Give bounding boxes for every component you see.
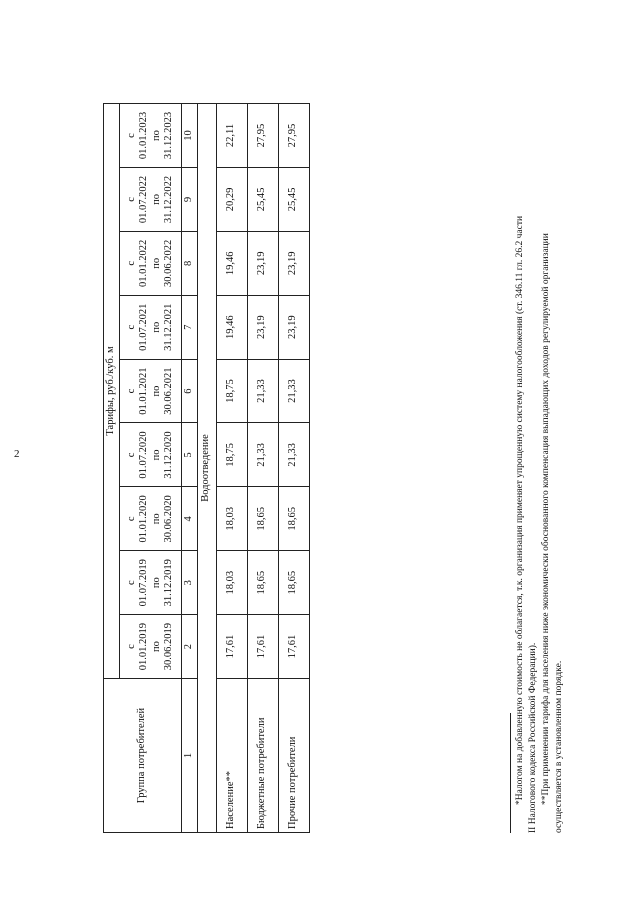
period-header bbox=[120, 423, 182, 487]
tariff-value: 19,46 bbox=[216, 295, 247, 359]
page-number: 2 bbox=[14, 448, 20, 460]
tariff-value: 17,61 bbox=[216, 615, 247, 679]
tariff-value: 18,75 bbox=[216, 423, 247, 487]
period-line: по bbox=[150, 449, 162, 461]
tariff-table bbox=[103, 103, 310, 833]
period-line: с bbox=[125, 516, 137, 522]
period-line: 30.06.2022 bbox=[163, 239, 174, 287]
footnote-separator bbox=[510, 713, 511, 833]
consumer-group-name: Прочие потребители bbox=[278, 679, 309, 833]
period-header bbox=[120, 359, 182, 423]
tariff-value: 21,33 bbox=[247, 359, 278, 423]
rotated-page-content bbox=[40, 58, 600, 878]
period-line: 01.01.2022 bbox=[138, 239, 149, 287]
tariff-value: 25,45 bbox=[247, 168, 278, 232]
period-line: по bbox=[150, 321, 162, 333]
period-header bbox=[120, 551, 182, 615]
period-line: с bbox=[125, 388, 137, 394]
period-line: с bbox=[125, 580, 137, 586]
period-line: с bbox=[125, 324, 137, 330]
tariff-value: 18,65 bbox=[278, 487, 309, 551]
period-line: по bbox=[150, 513, 162, 525]
section-title: Водоотведение bbox=[197, 104, 216, 833]
period-line: с bbox=[125, 133, 137, 138]
consumer-group-header: Группа потребителей bbox=[104, 679, 182, 833]
tariff-value: 21,33 bbox=[278, 359, 309, 423]
period-header bbox=[120, 487, 182, 551]
table-row bbox=[216, 104, 247, 833]
tariff-value: 20,29 bbox=[216, 168, 247, 232]
period-line: 31.12.2023 bbox=[163, 111, 174, 160]
period-line: по bbox=[150, 577, 162, 589]
period-line: 01.01.2020 bbox=[138, 495, 149, 543]
period-header bbox=[120, 104, 182, 168]
period-line: 31.12.2022 bbox=[163, 175, 174, 224]
tariff-value: 18,03 bbox=[216, 487, 247, 551]
tariff-value: 23,19 bbox=[278, 295, 309, 359]
period-line: 30.06.2021 bbox=[163, 367, 174, 415]
period-line: 31.12.2020 bbox=[163, 431, 174, 479]
column-number: 1 bbox=[182, 679, 198, 833]
column-number: 4 bbox=[182, 487, 198, 551]
column-number: 3 bbox=[182, 551, 198, 615]
period-line: с bbox=[125, 452, 137, 458]
period-line: 01.01.2021 bbox=[138, 367, 149, 415]
tariff-value: 27,95 bbox=[278, 104, 309, 168]
period-line: 01.07.2020 bbox=[138, 431, 149, 479]
column-number: 10 bbox=[182, 104, 198, 168]
table-row bbox=[247, 104, 278, 833]
tariff-value: 18,65 bbox=[278, 551, 309, 615]
period-line: с bbox=[125, 644, 137, 649]
tariff-value: 17,61 bbox=[247, 615, 278, 679]
footnotes bbox=[514, 213, 566, 833]
period-line: 01.07.2022 bbox=[138, 175, 149, 224]
period-line: 01.01.2019 bbox=[138, 622, 149, 671]
period-line: 01.01.2023 bbox=[138, 111, 149, 160]
period-line: по bbox=[150, 385, 162, 397]
tariff-value: 17,61 bbox=[278, 615, 309, 679]
column-number: 6 bbox=[182, 359, 198, 423]
column-number: 9 bbox=[182, 168, 198, 232]
period-line: с bbox=[125, 260, 137, 266]
period-line: 01.07.2021 bbox=[138, 303, 149, 351]
period-header bbox=[120, 231, 182, 295]
column-number: 5 bbox=[182, 423, 198, 487]
tariff-value: 18,65 bbox=[247, 551, 278, 615]
tariff-value: 19,46 bbox=[216, 231, 247, 295]
period-line: 31.12.2019 bbox=[163, 559, 174, 607]
period-line: 30.06.2020 bbox=[163, 495, 174, 543]
period-line: по bbox=[150, 257, 162, 269]
column-number: 7 bbox=[182, 295, 198, 359]
footnote-vat: *Налогом на добавленную стоимость не облагается, т.к. организация применяет упрощенную систему налогообложения (ст. 346.11 гл. 26.2 части II Налогового кодекса Российской Федерации). bbox=[515, 215, 538, 833]
tariff-value: 18,75 bbox=[216, 359, 247, 423]
period-line: по bbox=[150, 194, 162, 205]
tariff-value: 23,19 bbox=[247, 295, 278, 359]
column-number: 8 bbox=[182, 231, 198, 295]
tariff-value: 22,11 bbox=[216, 104, 247, 168]
tariff-header: Тарифы, руб./куб. м bbox=[104, 104, 120, 679]
period-line: 30.06.2019 bbox=[163, 622, 174, 671]
tariff-value: 21,33 bbox=[278, 423, 309, 487]
tariff-value: 25,45 bbox=[278, 168, 309, 232]
tariff-value: 21,33 bbox=[247, 423, 278, 487]
period-line: 31.12.2021 bbox=[163, 303, 174, 351]
period-line: 01.07.2019 bbox=[138, 559, 149, 607]
consumer-group-name: Население** bbox=[216, 679, 247, 833]
period-line: по bbox=[150, 130, 162, 141]
tariff-value: 18,65 bbox=[247, 487, 278, 551]
table-row bbox=[278, 104, 309, 833]
period-line: по bbox=[150, 641, 162, 652]
consumer-group-name: Бюджетные потребители bbox=[247, 679, 278, 833]
period-line: с bbox=[125, 197, 137, 202]
tariff-value: 23,19 bbox=[278, 231, 309, 295]
tariff-value: 23,19 bbox=[247, 231, 278, 295]
tariff-value: 18,03 bbox=[216, 551, 247, 615]
column-number: 2 bbox=[182, 615, 198, 679]
tariff-value: 27,95 bbox=[247, 104, 278, 168]
footnote-population: **При применении тарифа для населения ниже экономически обоснованного компенсация выпадающих доходов регулируемой организации осуществляется в установленном порядке. bbox=[541, 233, 564, 833]
period-header bbox=[120, 295, 182, 359]
period-header bbox=[120, 168, 182, 232]
period-header bbox=[120, 615, 182, 679]
